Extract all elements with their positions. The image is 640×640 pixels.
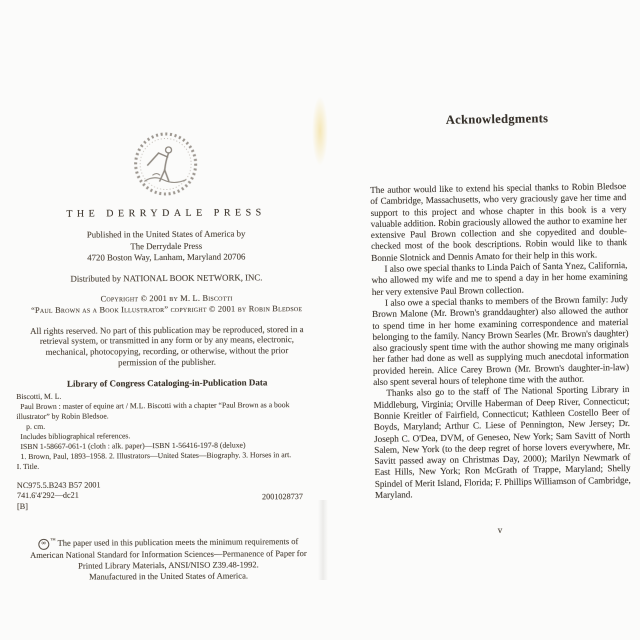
copyright-page: [12, 130, 321, 584]
lc-class-number: NC975.5.B243 B57 2001: [16, 480, 101, 490]
copyright-line: Copyright © 2001 by M. L. Biscotti: [100, 293, 233, 303]
publication-line: Published in the United States of America by: [86, 228, 246, 240]
paragraph: Thanks also go to the staff of The National Sporting Library in Middleburg, Virginia; Orville Haberman of Deep River, Connecticut; Bonnie Kreitler of Fairfield, Connecticut; Kathleen Costello Beer of Boyds, Maryland; Arthur C. Liese of Pennington, New Jersey; Dr. Joseph C. O'Dea, DVM, of Geneseo, New York; Sam Savitt of North Salem, New York (to the deep regret of horse lovers everywhere, Mr. Savitt passed away on Christmas Day, 2000); Marilyn Newmark of East Hills, New York; Ron McGrath of Trappe, Maryland; Shelly Spindel of Merit Island, Florida; F. Phillips Williamson of Cambridge, Maryland.: [373, 384, 631, 501]
paper-durability-note: [15, 534, 321, 583]
cip-line: p. cm.: [16, 421, 46, 431]
copyright-notice: [14, 291, 320, 315]
paper-note-text: The paper used in this publication meets the minimum requirements of American National Standard for Information Sciences—Permanence of Paper for Printed Library Materials, ANSI/NISO Z39.48-1992.: [30, 536, 307, 572]
distributor-line: Distributed by NATIONAL BOOK NETWORK, INC.: [70, 271, 263, 284]
rights-statement: All rights reserved. No part of this publication may be reproduced, stored in a retrieval system, or transmitted in any form or by any means, electronic, mechanical, photocopying, recording, or otherwise, without the prior permission of the publisher.: [30, 323, 304, 368]
cip-heading: Library of Congress Cataloging-in-Publication Data: [66, 376, 268, 389]
copyright-line: “Paul Brown as a Book Illustrator” copyright © 2001 by Robin Bledsoe: [31, 303, 303, 315]
publication-info: [13, 228, 319, 265]
page-number: v: [497, 525, 503, 535]
cip-line: Paul Brown : master of equine art / M.L. Biscotti with a chapter “Paul Brown as a book: [16, 399, 290, 411]
imprint-name: THE DERRYDALE PRESS: [66, 207, 266, 220]
dewey-number: 741.6'4'292—dc21: [16, 490, 79, 501]
lc-call-numbers: [15, 479, 321, 513]
lccn-number: 2001028737: [262, 491, 304, 502]
paragraph: I also owe a special thanks to members of the Brown family: Judy Brown Malone (Mr. Brown's granddaughter) also allowed the author to spend time in her home examining correspondence and material belonging to the family. Nancy Brown Searles (Mr. Brown's daughter) also graciously spent time with the author showing me many originals her father had done as well as supplying much anecdotal information provided herein. Alice Carey Brown (Mr. Brown's daughter-in-law) also spent several hours of telephone time with the author.: [372, 293, 630, 388]
paragraph: I also owe special thanks to Linda Paich of Santa Ynez, California, who allowed my wife and me to spend a day in her home examining her very extensive Paul Brown collection.: [371, 260, 628, 297]
cip-line: illustrator” by Robin Bledsoe.: [16, 411, 109, 421]
manufactured-line: Manufactured in the United States of America.: [89, 570, 248, 583]
acknowledgments-text: [370, 181, 631, 501]
page-title: Acknowledgments: [445, 111, 549, 127]
permanent-paper-icon: ∞: [38, 539, 49, 550]
cip-data: [14, 390, 321, 472]
derrydale-press-seal-icon: [132, 131, 198, 197]
cip-line: I. Title.: [16, 461, 40, 471]
cip-line: 1. Brown, Paul, 1893–1958. 2. Illustrators—United States—Biography. 3. Horses in art.: [16, 449, 292, 461]
trademark-mark: ™: [50, 538, 56, 545]
acknowledgments-page: [369, 110, 631, 501]
cip-line: Includes bibliographical references.: [16, 430, 131, 441]
biography-marker: [B]: [17, 501, 28, 511]
publication-line: The Derrydale Press: [130, 240, 203, 251]
cip-line: ISBN 1-58667-061-1 (cloth : alk. paper)—ISBN 1-56416-197-8 (deluxe): [16, 440, 246, 451]
publication-line: 4720 Boston Way, Lanham, Maryland 20706: [87, 251, 246, 263]
cip-line: Biscotti, M. L.: [16, 391, 62, 401]
paragraph: The author would like to extend his special thanks to Robin Bledsoe of Cambridge, Massachusetts, who very graciously gave her time and support to this project and whose chapter in this book is a very valuable addition. Robin graciously allowed the author to examine her extensive Paul Brown collection and she copyedited and double-checked most of the book descriptions. Robin would like to thank Bonnie Slotnick and Dennis Amato for their help in this work.: [370, 181, 628, 263]
